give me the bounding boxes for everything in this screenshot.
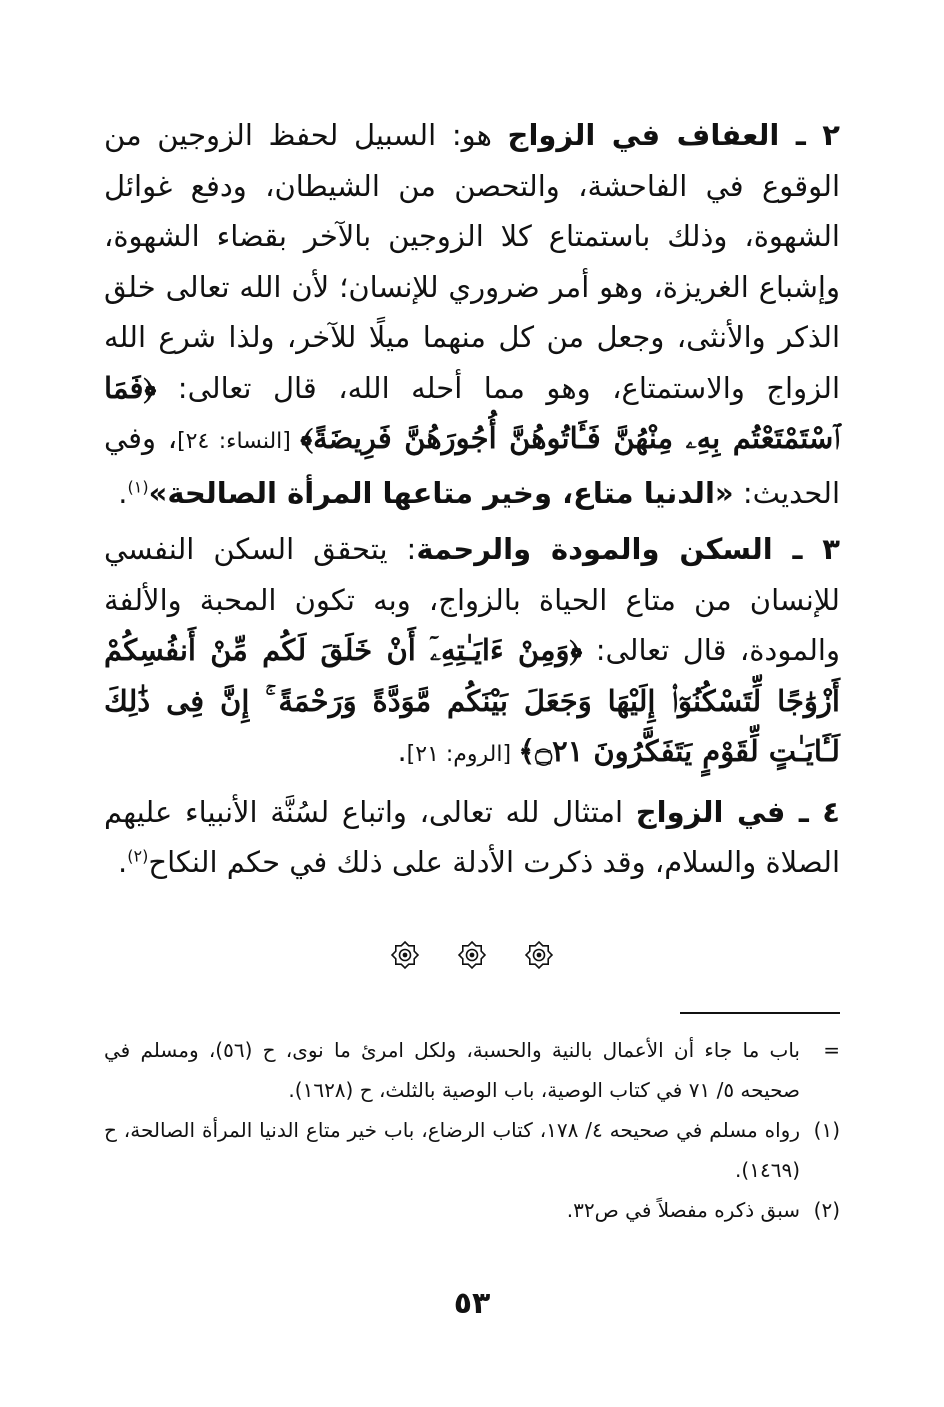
sentence-end: . [397, 734, 407, 768]
page-number: ٥٣ [453, 1286, 491, 1321]
paragraph-obedience [104, 787, 840, 888]
page-body [104, 110, 840, 970]
footnote-mark: (٢) [813, 1198, 840, 1222]
footnote-text: رواه مسلم في صحيحه ٤/ ١٧٨، كتاب الرضاع، باب خير متاع الدنيا المرأة الصالحة، ح (١٤٦٩). [104, 1118, 800, 1182]
heading-obedience: ٤ ـ في الزواج [635, 794, 840, 829]
sentence-end: . [118, 475, 128, 510]
footnote-2 [104, 1190, 840, 1230]
paragraph-obedience-text: امتثال لله تعالى، واتباع لسُنَّة الأنبياء عليهم الصلاة والسلام، وقد ذكرت الأدلة على ذلك في حكم النكاح [104, 794, 840, 879]
paragraph-chastity [104, 110, 840, 518]
ornament-star-icon [390, 940, 420, 970]
footnote-text: سبق ذكره مفصلاً في ص٣٢. [566, 1198, 800, 1222]
section-separator [104, 940, 840, 970]
heading-tranquility: ٣ ـ السكن والمودة والرحمة [416, 532, 840, 566]
footnote-mark: (١) [813, 1118, 840, 1142]
sentence-end: . [118, 845, 128, 879]
verse-reference-rum: [الروم: ٢١] [406, 742, 519, 767]
ornament-star-icon [524, 940, 554, 970]
quran-verse-nisa: ﴿فَمَا ٱسْتَمْتَعْتُم بِهِۦ مِنْهُنَّ فَـَٔاتُوهُنَّ أُجُورَهُنَّ فَرِيضَةً﴾ [104, 370, 840, 455]
ornament-star-icon [457, 940, 487, 970]
hadith-intro: ، وفي الحديث: [104, 421, 840, 510]
quran-verse-rum: ﴿وَمِنْ ءَايَـٰتِهِۦٓ أَنْ خَلَقَ لَكُم مِّنْ أَنفُسِكُمْ أَزْوَٰجًا لِّتَسْكُنُوٓا۟ إِلَيْهَا وَجَعَلَ بَيْنَكُم مَّوَدَّةً وَرَحْمَةً ۚ إِنَّ فِى ذَٰلِكَ لَـَٔايَـٰتٍ لِّقَوْمٍ يَتَفَكَّرُونَ ۝٢١﴾ [104, 633, 840, 768]
paragraph-tranquility-text: : يتحقق السكن النفسي للإنسان من متاع الحياة بالزواج، وبه تكون المحبة والألفة والمودة، قال تعالى: [104, 532, 840, 667]
paragraph-chastity-text: هو: السبيل لحفظ الزوجين من الوقوع في الفاحشة، والتحصن من الشيطان، ودفع غوائل الشهوة، وذلك باستمتاع كلا الزوجين بالآخر بقضاء الشهوة، وإشباع الغريزة، وهو أمر ضروري للإنسان؛ لأن الله تعالى خلق الذكر والأنثى، وجعل من كل منهما ميلًا للآخر، ولذا شرع الله الزواج والاستمتاع، وهو مما أحله الله، قال تعالى: [104, 118, 840, 405]
footnote-text: باب ما جاء أن الأعمال بالنية والحسبة، ولكل امرئ ما نوى، ح (٥٦)، ومسلم في صحيحه ٥/ ٧١ في كتاب الوصية، باب الوصية بالثلث، ح (١٦٢٨). [104, 1038, 800, 1102]
footnotes [104, 1030, 840, 1230]
footnote-continuation [104, 1030, 840, 1110]
footnote-mark: = [823, 1038, 840, 1062]
footnote-ref-2[interactable]: (٢) [127, 846, 149, 866]
hadith-quote: «الدنيا متاع، وخير متاعها المرأة الصالحة» [148, 475, 734, 510]
verse-reference-nisa: [النساء: ٢٤] [177, 429, 301, 454]
footnote-ref-1[interactable]: (١) [127, 476, 149, 496]
heading-chastity: ٢ ـ العفاف في الزواج [507, 118, 840, 152]
footnote-divider [680, 1012, 840, 1014]
footnote-1 [104, 1110, 840, 1190]
main-text [104, 110, 840, 970]
paragraph-tranquility [104, 524, 840, 781]
